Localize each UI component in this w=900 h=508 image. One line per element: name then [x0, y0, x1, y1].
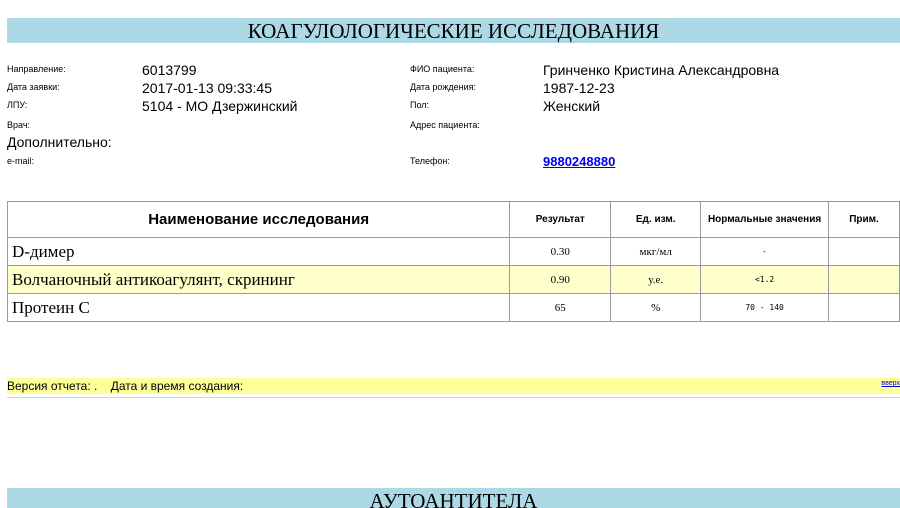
row-unit: мкг/мл	[611, 238, 701, 266]
phone-link[interactable]: 9880248880	[543, 154, 616, 169]
row-norm: 70 - 140	[701, 294, 829, 322]
row-result: 0.30	[510, 238, 611, 266]
doctor-label: Врач:	[7, 120, 31, 130]
email-label: e-mail:	[7, 156, 35, 166]
row-unit: у.е.	[611, 266, 701, 294]
request-date-label: Дата заявки:	[7, 82, 60, 92]
phone-label: Телефон:	[410, 156, 450, 166]
birth-date-label: Дата рождения:	[410, 82, 476, 92]
patient-name-label: ФИО пациента:	[410, 64, 475, 74]
row-name: Протеин С	[8, 294, 510, 322]
row-result: 0.90	[510, 266, 611, 294]
request-date-value: 2017-01-13 09:33:45	[142, 80, 272, 96]
header-name: Наименование исследования	[8, 202, 510, 238]
direction-value: 6013799	[142, 62, 197, 78]
patient-name-value: Гринченко Кристина Александровна	[543, 62, 780, 78]
back-to-top-link[interactable]: вверх	[881, 380, 900, 387]
footer-divider	[7, 397, 900, 398]
row-note	[829, 294, 900, 322]
row-note	[829, 266, 900, 294]
additional-label: Дополнительно:	[7, 134, 112, 150]
table-row	[8, 266, 900, 294]
row-name: D-димер	[8, 238, 510, 266]
results-table	[7, 201, 900, 322]
direction-label: Направление:	[7, 64, 66, 74]
table-row	[8, 238, 900, 266]
row-norm: <1.2	[701, 266, 829, 294]
sex-value: Женский	[543, 98, 601, 114]
header-norm: Нормальные значения	[701, 202, 829, 238]
lpu-value: 5104 - МО Дзержинский	[142, 98, 298, 114]
row-note	[829, 238, 900, 266]
address-label: Адрес пациента:	[410, 120, 480, 130]
header-unit: Ед. изм.	[611, 202, 701, 238]
table-row	[8, 294, 900, 322]
sex-label: Пол:	[410, 100, 430, 110]
birth-date-value: 1987-12-23	[543, 80, 615, 96]
lpu-label: ЛПУ:	[7, 100, 28, 110]
table-header-row	[8, 202, 900, 238]
section-title-coagulation: КОАГУЛОЛОГИЧЕСКИЕ ИССЛЕДОВАНИЯ	[7, 18, 900, 43]
header-result: Результат	[510, 202, 611, 238]
row-name: Волчаночный антикоагулянт, скрининг	[8, 266, 510, 294]
row-unit: %	[611, 294, 701, 322]
row-norm: -	[701, 238, 829, 266]
section-title-autoantibodies: АУТОАНТИТЕЛА	[7, 488, 900, 508]
row-result: 65	[510, 294, 611, 322]
report-version-text: Версия отчета: . Дата и время создания:	[7, 379, 244, 393]
report-footer	[7, 378, 900, 394]
header-note: Прим.	[829, 202, 900, 238]
